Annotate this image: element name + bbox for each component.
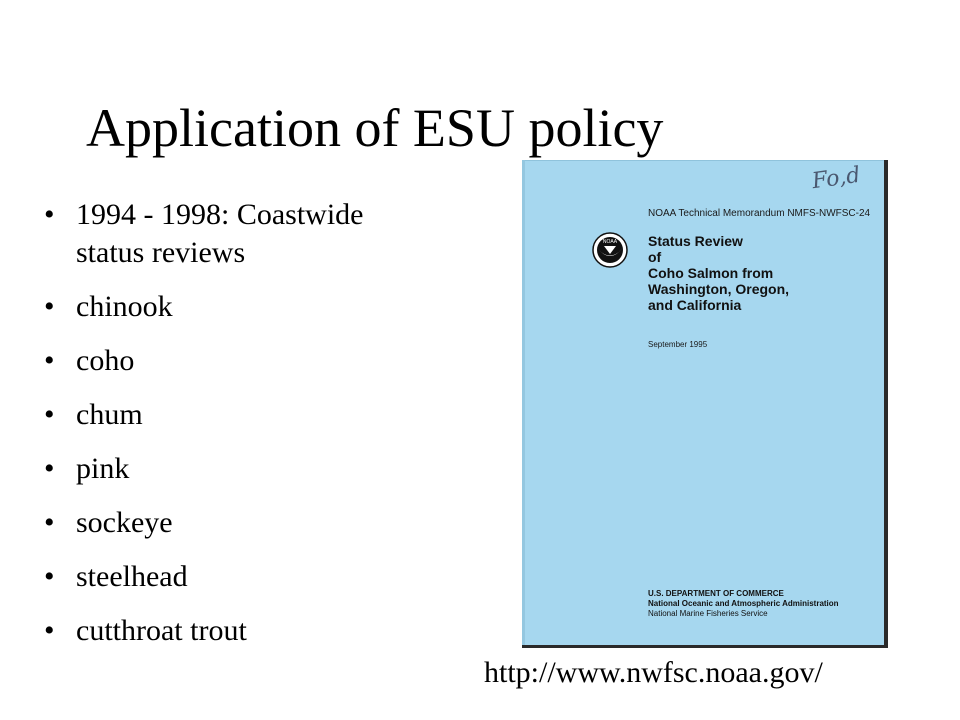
cover-title-line: Washington, Oregon, bbox=[648, 281, 790, 297]
cover-department-line: National Marine Fisheries Service bbox=[648, 609, 768, 618]
bullet-item bbox=[44, 504, 464, 542]
bullet-text: chinook bbox=[76, 290, 173, 323]
cover-title bbox=[648, 233, 789, 313]
bullet-text: cutthroat trout bbox=[76, 614, 247, 647]
bullet-text: pink bbox=[76, 452, 130, 485]
bullet-item bbox=[44, 342, 464, 380]
cover-bottom-edge bbox=[522, 645, 888, 648]
bullet-dot: • bbox=[44, 290, 55, 323]
bullet-text-continued: status reviews bbox=[76, 236, 246, 269]
bullet-dot: • bbox=[44, 198, 55, 231]
cover-department-line: National Oceanic and Atmospheric Administration bbox=[648, 599, 839, 608]
noaa-logo-icon bbox=[592, 232, 628, 268]
cover-date: September 1995 bbox=[648, 340, 708, 349]
report-cover-image bbox=[522, 160, 888, 648]
bullet-item bbox=[44, 558, 464, 596]
bullet-dot: • bbox=[44, 614, 55, 647]
cover-title-line: and California bbox=[648, 297, 742, 313]
cover-title-line: of bbox=[648, 249, 662, 265]
bullet-item bbox=[44, 288, 464, 326]
cover-handwriting: Fo,d bbox=[810, 162, 862, 195]
cover-title-line: Coho Salmon from bbox=[648, 265, 774, 281]
cover-title-line: Status Review bbox=[648, 233, 743, 249]
source-url: http://www.nwfsc.noaa.gov/ bbox=[484, 656, 823, 689]
cover-memo-label: NOAA Technical Memorandum NMFS-NWFSC-24 bbox=[648, 208, 871, 219]
noaa-logo-text: NOAA bbox=[602, 239, 618, 245]
bullet-item bbox=[44, 450, 464, 488]
bullet-item bbox=[44, 196, 464, 272]
bullet-dot: • bbox=[44, 398, 55, 431]
bullet-item bbox=[44, 396, 464, 434]
bullet-text: coho bbox=[76, 344, 135, 377]
slide-title: Application of ESU policy bbox=[86, 98, 664, 158]
bullet-item bbox=[44, 612, 464, 650]
bullet-dot: • bbox=[44, 344, 55, 377]
bullet-list bbox=[44, 196, 464, 666]
bullet-dot: • bbox=[44, 452, 55, 485]
cover-department bbox=[648, 589, 839, 619]
bullet-dot: • bbox=[44, 506, 55, 539]
bullet-dot: • bbox=[44, 560, 55, 593]
bullet-text: 1994 - 1998: Coastwide bbox=[76, 198, 364, 231]
cover-department-line: U.S. DEPARTMENT OF COMMERCE bbox=[648, 589, 784, 598]
bullet-text: steelhead bbox=[76, 560, 188, 593]
bullet-text: sockeye bbox=[76, 506, 173, 539]
cover-right-edge bbox=[884, 160, 888, 648]
cover-left-edge bbox=[522, 160, 525, 648]
bullet-text: chum bbox=[76, 398, 143, 431]
